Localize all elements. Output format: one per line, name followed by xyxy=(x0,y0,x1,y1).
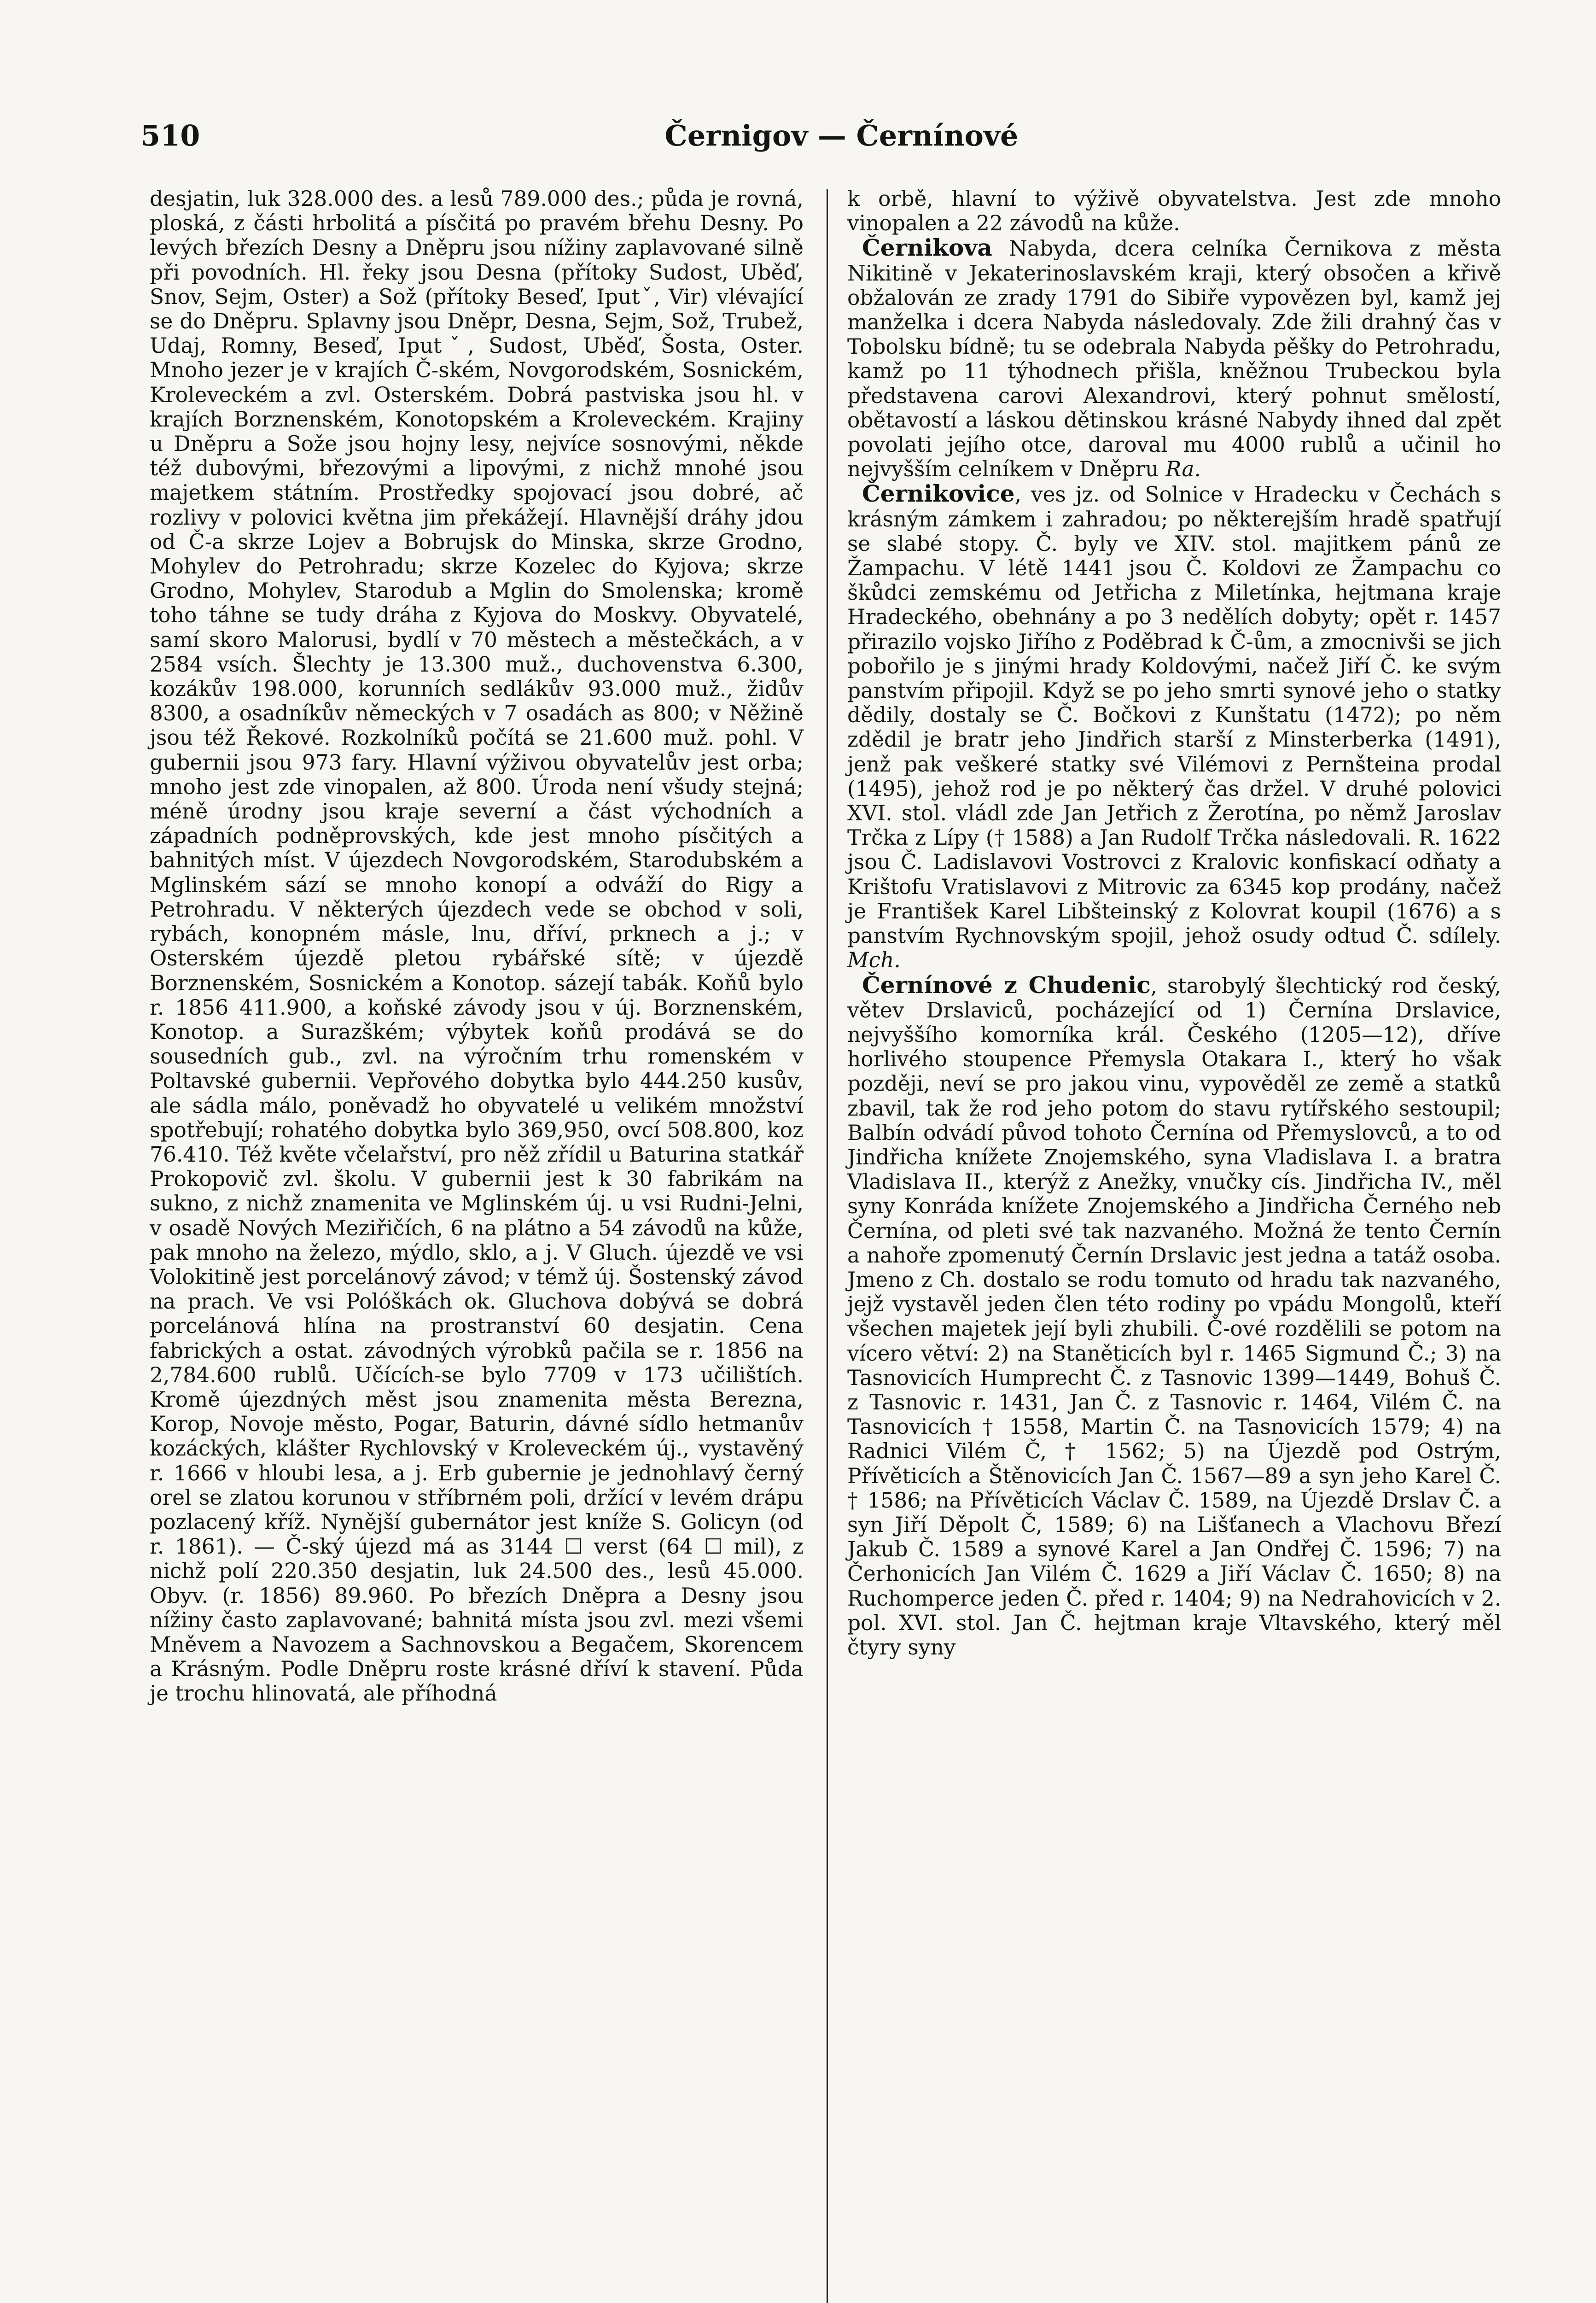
entry-signature: Ra. xyxy=(1165,457,1201,482)
entry-text: Nabyda, dcera celníka Černikova z města Nikitině v Jekaterinoslavském kraji, který obsočen a křivě obžalován ze zrady 1791 do Sibiře vypovězen byl, kamž jej manželka i dcera Nabyda následovaly. Zde žili drahný čas v Tobolsku bídně; tu se odebrala Nabyda pěšky do Petrohradu, kamž po 11 týhodnech přišla, kněžnou Trubeckou byla představena carovi Alexandrovi, který pohnut smělostí, obětavostí a láskou dětinskou krásné Nabydy ihned dal zpět povolati jejího otce, daroval mu 4000 rublů a učinil ho nejvyšším celníkem v Dněpru xyxy=(847,236,1501,482)
left-column xyxy=(150,187,804,1706)
entry-text: , starobylý šlechtický rod český, větev Drslaviců, pocházející od 1) Černína Drslavice, nejvyššího komorníka král. Českého (1205—12), dříve horlivého stoupence Přemysla Otakara I., který ho však později, neví se pro jakou vinu, vypověděl ze země a statků zbavil, tak že rod jeho potom do stavu rytířského sestoupil; Balbín odvádí původ tohoto Černína od Přemyslovců, a to od Jindřicha knížete Znojemského, syna Vladislava I. a bratra Vladislava II., kterýž z Anežky, vnučky cís. Jindřicha IV., měl syny Konráda knížete Znojemského a Jindřicha Černého neb Černína, od pleti své tak nazvaného. Možná že tento Černín a nahoře zpomenutý Černín Drslavic jest jedna a tatáž osoba. Jmeno z Ch. dostalo se rodu tomuto od hradu tak nazvaného, jejž vystavěl jeden člen této rodiny po vpádu Mongolů, kteří všechen majetek její byli zhubili. Č-ové rozdělili se potom na vícero větví: 2) na Staněticích byl r. 1465 Sigmund Č.; 3) na Tasnovicích Humprecht Č. z Tasnovic 1399—1449, Bohuš Č. z Tasnovic r. 1431, Jan Č. z Tasnovic r. 1464, Vilém Č. na Tasnovicích † 1558, Martin Č. na Tasnovicích 1579; 4) na Radnici Vilém Č, † 1562; 5) na Újezdě pod Ostrým, Přívěticích a Štěnovicích Jan Č. 1567—89 a syn jeho Karel Č. † 1586; na Přívěticích Václav Č. 1589, na Újezdě Drslav Č. a syn Jiří Děpolt Č, 1589; 6) na Lišťanech a Vlachovu Březí Jakub Č. 1589 a synové Karel a Jan Ondřej Č. 1596; 7) na Čerhonicích Jan Vilém Č. 1629 a Jiří Václav Č. 1650; 8) na Ruchomperce jeden Č. před r. 1404; 9) na Nedrahovicích v 2. pol. XVI. stol. Jan Č. hejtman kraje Vltavského, který měl čtyry syny xyxy=(847,973,1501,1660)
entry-cerninove xyxy=(847,973,1501,1660)
paragraph: desjatin, luk 328.000 des. a lesů 789.000 des.; půda je rovná, ploská, z části hrbolitá a písčitá po pravém břehu Desny. Po levých březích Desny a Dněpru jsou nížiny zaplavované silně při povodních. Hl. řeky jsou Desna (přítoky Sudost, Uběď, Snov, Sejm, Oster) a Sož (přítoky Beseď, Iputˇ, Vir) vlévající se do Dněpru. Splavny jsou Dněpr, Desna, Sejm, Sož, Trubež, Udaj, Romny, Beseď, Iputˇ, Sudost, Uběď, Šosta, Oster. Mnoho jezer je v krajích Č-ském, Novgorodském, Sosnickém, Kroleveckém a zvl. Osterském. Dobrá pastviska jsou hl. v krajích Borznenském, Konotopském a Kroleveckém. Krajiny u Dněpru a Sože jsou hojny lesy, nejvíce sosnovými, někde též dubovými, březovými a lipovými, z nichž mnohé jsou majetkem státním. Prostředky spojovací jsou dobré, ač rozlivy v polovici května jim překážejí. Hlavnější dráhy jdou od Č-a skrze Lojev a Bobrujsk do Minska, skrze Grodno, Mohylev do Petrohradu; skrze Kozelec do Kyjova; skrze Grodno, Mohylev, Starodub a Mglin do Smolenska; kromě toho táhne se tudy dráha z Kyjova do Moskvy. Obyvatelé, samí skoro Malorusi, bydlí v 70 městech a městečkách, a v 2584 vsích. Šlechty je 13.300 muž., duchovenstva 6.300, kozákův 198.000, korunních sedlákův 93.000 muž., židův 8300, a osadníkův německých v 7 osadách as 800; v Něžině jsou též Řekové. Rozkolníků počítá se 21.600 muž. pohl. V gubernii jsou 973 fary. Hlavní výživou obyvatelův jest orba; mnoho jest zde vinopalen, až 800. Úroda není všudy stejná; méně úrodny jsou kraje severní a část východních a západních podněprovských, kde jest mnoho písčitých a bahnitých míst. V újezdech Novgorodském, Starodubském a Mglinském sází se mnoho konopí a odváží do Rigy a Petrohradu. V některých újezdech vede se obchod v soli, rybách, konopném másle, lnu, dříví, prknech a j.; v Osterském újezdě pletou rybářské sítě; v újezdě Borznenském, Sosnickém a Konotop. sázejí tabák. Koňů bylo r. 1856 411.900, a koňské závody jsou v új. Borznenském, Konotop. a Surazškém; výbytek koňů prodává se do sousedních gub., zvl. na výročním trhu romenském v Poltavské gubernii. Vepřového dobytka bylo 444.250 kusův, ale sádla málo, poněvadž ho obyvatelé u velikém množství spotřebují; rohatého dobytka bylo 369,950, ovcí 508.800, koz 76.410. Též květe včelařství, pro něž zřídil u Baturina statkář Prokopovič zvl. školu. V gubernii jest k 30 fabrikám na sukno, z nichž znamenita ve Mglinském új. u vsi Rudni-Jelni, v osadě Nových Meziřičích, 6 na plátno a 54 závodů na kůže, pak mnoho na železo, mýdlo, sklo, a j. V Gluch. újezdě ve vsi Volokitině jest porcelánový závod; v témž új. Šostenský závod na prach. Ve vsi Polóškách ok. Gluchova dobývá se dobrá porcelánová hlína na prostranství 60 desjatin. Cena fabrických a ostat. závodných výrobků pačila se r. 1856 na 2,784.600 rublů. Učících-se bylo 7709 v 173 učilištích. Kromě újezdných měst jsou znamenita města Berezna, Korop, Novoje město, Pogar, Baturin, dávné sídlo hetmanův kozáckých, klášter Rychlovský v Kroleveckém új., vystavěný r. 1666 v hloubi lesa, a j. Erb gubernie je jednohlavý černý orel se zlatou korunou v stříbrném poli, držící v levém drápu pozlacený kříž. Nynější gubernátor jest kníže S. Golicyn (od r. 1861). — Č-ský újezd má as 3144 ☐ verst (64 ☐ mil), z nichž polí 220.350 desjatin, luk 24.500 des., lesů 45.000. Obyv. (r. 1856) 89.960. Po březích Dněpra a Desny jsou nížiny často zaplavované; bahnitá místa jsou zvl. mezi všemi Mněvem a Navozem a Sachnovskou a Begačem, Skorencem a Krásným. Podle Dněpru roste krásné dříví k stavení. Půda je trochu hlinovatá, ale příhodná xyxy=(150,187,804,1706)
page-number: 510 xyxy=(140,119,200,152)
entry-headword: Černikovice xyxy=(862,480,1015,508)
entry-headword: Černikova xyxy=(862,234,992,262)
entry-cernikova xyxy=(847,235,1501,481)
entry-cernikovice xyxy=(847,481,1501,972)
dictionary-page xyxy=(136,115,1501,2303)
page-header xyxy=(136,115,1492,170)
running-head: Černigov — Černínové xyxy=(664,119,1019,152)
right-column xyxy=(847,187,1501,1660)
entry-continuation xyxy=(847,187,1501,235)
entry-text: k orbě, hlavní to výživě obyvatelstva. Jest zde mnoho vinopalen a 22 závodů na kůže. xyxy=(847,187,1501,236)
entry-text: , ves jz. od Solnice v Hradecku v Čechách s krásným zámkem i zahradou; po některejším hradě spatřují se slabé stopy. Č. byly ve XIV. stol. majitkem pánů ze Žampachu. V létě 1441 jsou Č. Koldovi ze Žampachu co škůdci zemskému od Jetřicha z Miletínka, hejtmana kraje Hradeckého, obehnány a po 3 nedělích dobyty; opět r. 1457 přirazilo vojsko Jiřího z Poděbrad k Č-ům, a zmocnivši se jich pobořilo je s jinými hrady Koldovými, načež Jiří Č. ke svým panstvím připojil. Když se po jeho smrti synové jeho o statky dědily, dostaly se Č. Bočkovi z Kunštatu (1472); po něm zdědil je bratr jeho Jindřich starší z Minsterberka (1491), jenž pak veškeré statky své Vilémovi z Pernšteina prodal (1495), jehož rod je po některý čas držel. V druhé polovici XVI. stol. vládl zde Jan Jetřich z Žerotína, po němž Jaroslav Trčka z Lípy († 1588) a Jan Rudolf Trčka následovali. R. 1622 jsou Č. Ladislavovi Vostrovci z Kralovic konfiskací odňaty a Krištofu Vratislavovi z Mitrovic za 6345 kop prodány, načež je František Karel Libšteinský z Kolovrat koupil (1676) a s panstvím Rychnovským spojil, jehož osudy odtud Č. sdílely. xyxy=(847,482,1501,948)
entry-headword: Černínové z Chudenic xyxy=(862,971,1151,999)
entry-signature: Mch. xyxy=(847,948,901,973)
column-divider xyxy=(827,189,828,2303)
